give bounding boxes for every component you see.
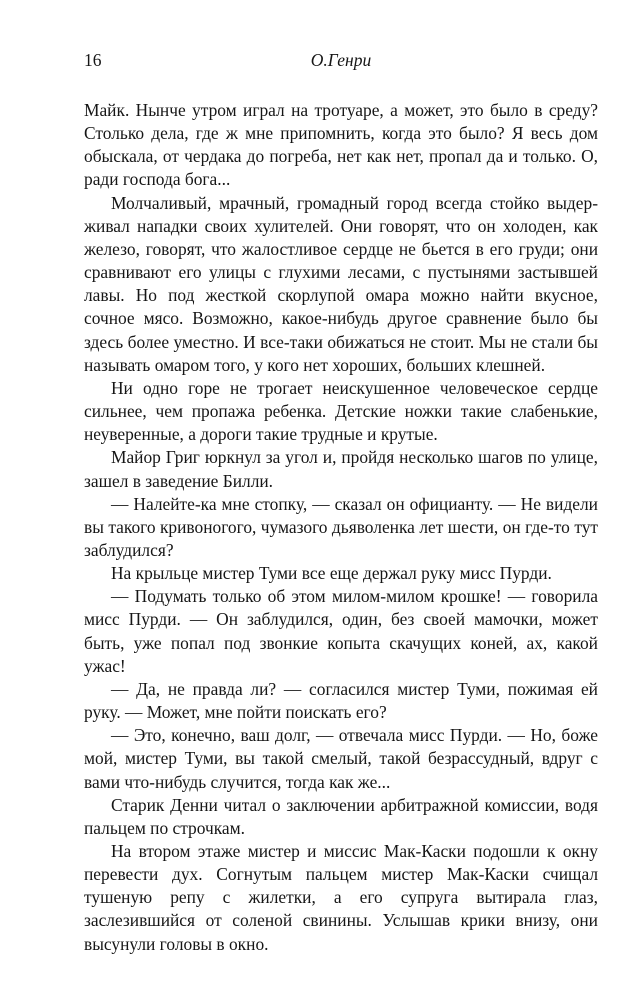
dialogue-paragraph: — Да, не правда ли? — согласился мистер Туми, пожимая ей руку. — Может, мне пойти поискать его? xyxy=(84,678,598,723)
running-head-author: О.Генри xyxy=(310,50,372,70)
paragraph: Ни одно горе не трогает неискушенное человеческое сердце сильнее, чем пропажа ребенка. Детские ножки такие слабенькие, неуверенные, а дороги такие трудные и крутые. xyxy=(84,377,598,445)
dialogue-paragraph: — Подумать только об этом милом-милом крошке! — говорила мисс Пурди. — Он заблудился, один, без своей мамочки, может быть, уже попал под звонкие копыта скачущих коней, ах, какой ужас! xyxy=(84,586,598,676)
dialogue-paragraph: — Это, конечно, ваш долг, — отвечала мисс Пурди. — Но, боже мой, мистер Туми, вы такой смелый, такой безрассудный, вдруг с вами что-нибудь случится, тогда как же... xyxy=(84,725,598,792)
paragraph: На втором этаже мистер и миссис Мак-Каски подошли к окну перевести дух. Согнутым пальцем мистер Мак-Каски счищал тушеную репу с жилетки, а его супруга вытирала глаз, заслезившийся от соленой свинины. Услышав крики внизу, они высунули головы в окно. xyxy=(84,841,598,954)
paragraph: На крыльце мистер Туми все еще держал руку мисс Пурди. xyxy=(111,563,552,584)
running-head xyxy=(84,50,598,76)
page-number: 16 xyxy=(84,50,102,70)
paragraph: Майор Григ юркнул за угол и, пройдя несколько шагов по улице, зашел в заведение Билли. xyxy=(84,447,598,491)
dialogue-paragraph: — Налейте-ка мне стопку, — сказал он официанту. — Не видели вы такого кривоногого, чумазого дьяволенка лет шести, он где-то тут заблудился? xyxy=(84,493,598,560)
paragraph: Молчаливый, мрачный, громадный город всегда стойко выдерживал нападки своих хулителей. Они говорят, что он холоден, как железо, говорят, что жалостливое сердце не бьется в его груди; они сравнивают его улицы с глухими лесами, с пустынями застывшей лавы. Но под жесткой скорлупой омара можно найти вкусное, сочное мясо. Возможно, какое-нибудь другое сравнение было бы здесь более уместно. И все-таки обижаться не стоит. Мы не стали бы называть омаром того, у кого нет хороших, больших клешней. xyxy=(84,192,598,375)
paragraph: Старик Денни читал о заключении арбитражной комиссии, водя пальцем по строчкам. xyxy=(84,794,598,838)
paragraph: Майк. Нынче утром играл на тротуаре, а может, это было в среду? Столько дела, где ж мне припомнить, когда это было? Я весь дом обыскала, от чердака до погреба, нет как нет, пропал да и только. О, ради господа бога... xyxy=(84,100,598,190)
text-body xyxy=(84,99,598,956)
